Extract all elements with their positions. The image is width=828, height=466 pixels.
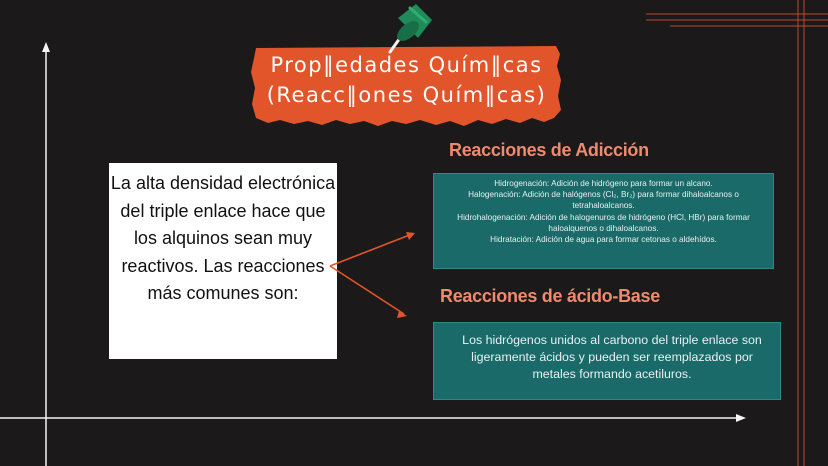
adicion-item-hidratacion: Hidratación: Adición de agua para formar cetonas o aldehídos.	[490, 235, 717, 245]
heading-reacciones-adicion: Reacciones de Adicción	[449, 140, 649, 160]
title-line-2: (Reacc‖ones Quím‖cas)	[266, 83, 547, 107]
acido-base-text: Los hidrógenos unidos al carbono del triple enlace son ligeramente ácidos y pueden ser reemplazados por metales formando acetiluros.	[462, 333, 762, 381]
adicion-item-hidrohalogenacion: Hidrohalogenación: Adición de halogenuros de hidrógeno (HCl, HBr) para formar haloalquenos o dihaloalcanos.	[457, 212, 750, 233]
heading-reacciones-acido-base: Reacciones de ácido-Base	[440, 286, 660, 306]
adicion-item-hidrogenacion: Hidrogenación: Adición de hidrógeno para formar un alcano.	[494, 179, 713, 188]
adicion-item-halogenacion: Halogenación: Adición de halógenos (Cl₂, Br₂) para formar dihaloalcanos o tetrahaloalcanos.	[468, 190, 739, 211]
title-line-1: Prop‖edades Quím‖cas	[270, 53, 543, 77]
acido-base-info-box	[433, 322, 781, 400]
intro-text: La alta densidad electrónica del triple enlace hace que los alquinos sean muy reactivos. Las reacciones más comunes son:	[110, 173, 336, 303]
adicion-info-box	[433, 173, 774, 269]
